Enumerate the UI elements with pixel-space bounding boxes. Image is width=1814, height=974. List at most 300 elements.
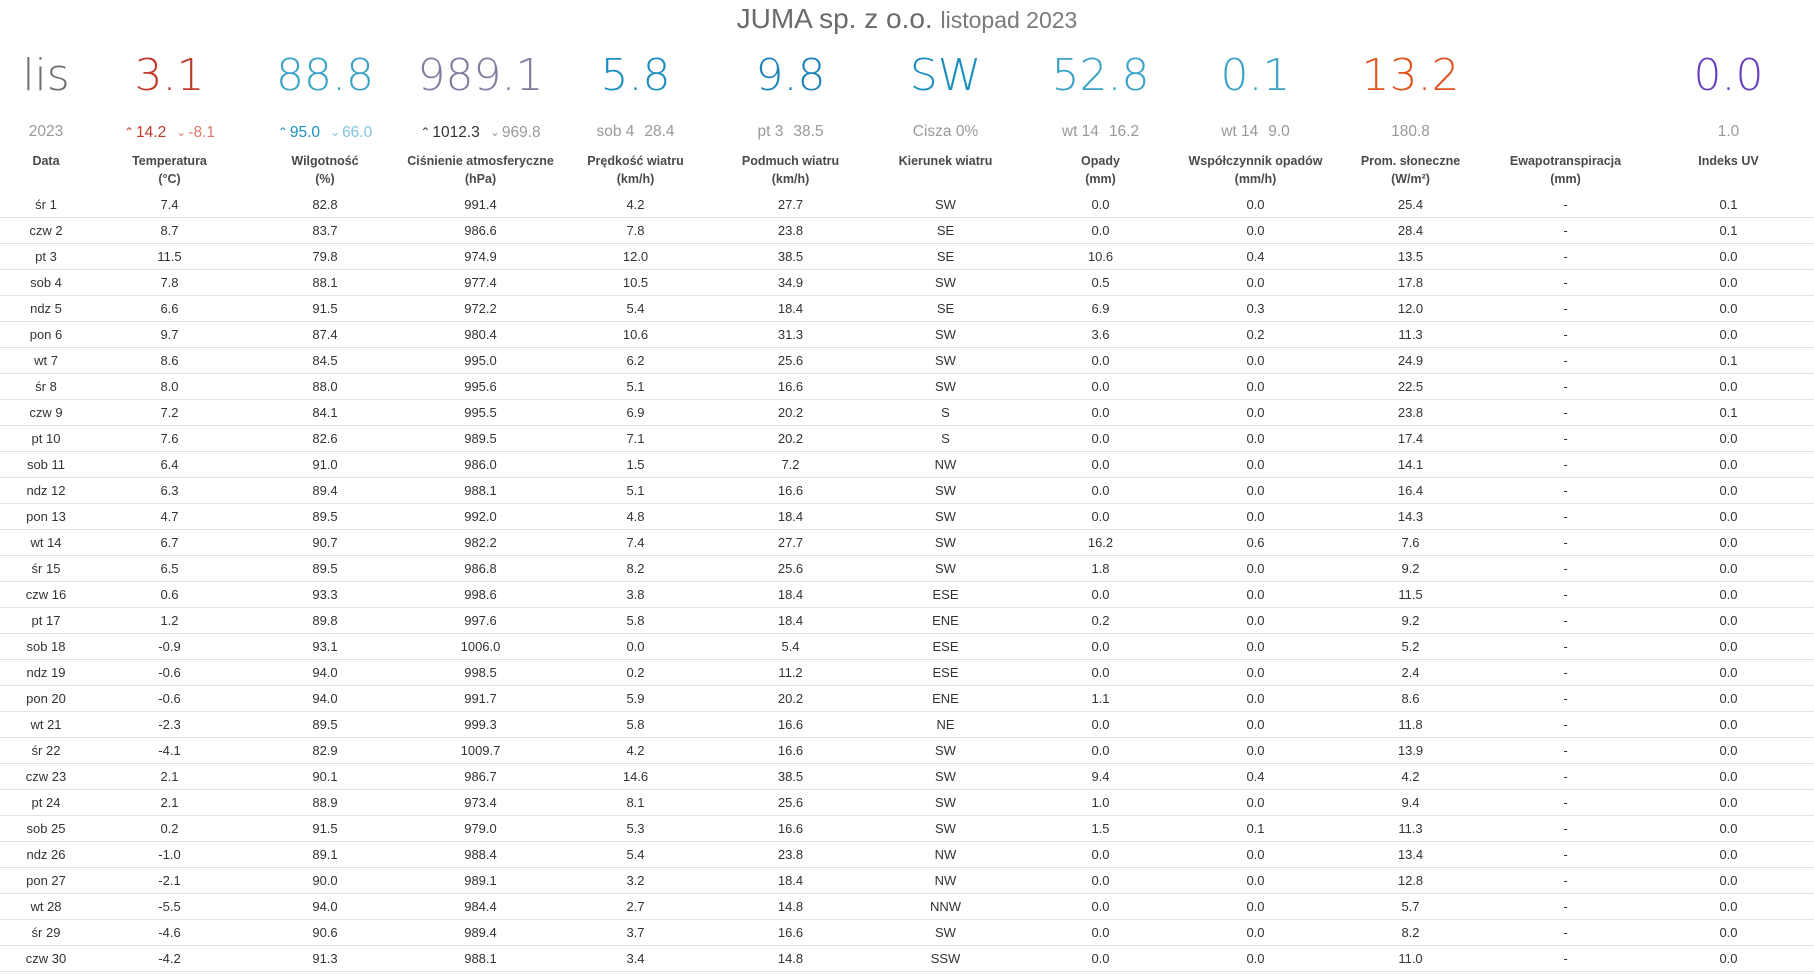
cell-uv-index: 0.1: [1643, 348, 1814, 374]
cell-wind-direction: NW: [868, 452, 1023, 478]
wind-speed-max: 28.4: [644, 123, 675, 140]
cell-wind-direction: SW: [868, 504, 1023, 530]
cell-rain: 0.0: [1023, 582, 1178, 608]
cell-wind-gust: 18.4: [713, 582, 868, 608]
summary-month: [0, 52, 92, 142]
cell-evapotranspiration: -: [1488, 582, 1643, 608]
cell-temperature: 4.7: [92, 504, 247, 530]
cell-solar-radiation: 7.6: [1333, 530, 1488, 556]
cell-pressure: 999.3: [403, 712, 558, 738]
cell-wind-gust: 23.8: [713, 842, 868, 868]
table-row: [0, 530, 1814, 556]
cell-date: czw 2: [0, 218, 92, 244]
cell-wind-direction: NW: [868, 842, 1023, 868]
cell-rain: 0.0: [1023, 920, 1178, 946]
cell-temperature: 9.7: [92, 322, 247, 348]
column-header-label: Indeks UV: [1698, 154, 1759, 168]
cell-date: wt 21: [0, 712, 92, 738]
cell-rain: 0.0: [1023, 634, 1178, 660]
cell-wind-direction: SW: [868, 478, 1023, 504]
cell-rain-rate: 0.0: [1178, 426, 1333, 452]
cell-rain-rate: 0.2: [1178, 322, 1333, 348]
cell-temperature: -0.6: [92, 660, 247, 686]
rain-rate-max-day: wt 14: [1221, 123, 1259, 140]
cell-solar-radiation: 4.2: [1333, 764, 1488, 790]
cell-pressure: 1006.0: [403, 634, 558, 660]
cell-rain: 0.0: [1023, 894, 1178, 920]
cell-temperature: -0.9: [92, 634, 247, 660]
table-row: [0, 842, 1814, 868]
cell-wind-speed: 5.4: [558, 842, 713, 868]
cell-wind-speed: 0.2: [558, 660, 713, 686]
cell-wind-gust: 11.2: [713, 660, 868, 686]
cell-evapotranspiration: -: [1488, 400, 1643, 426]
cell-evapotranspiration: -: [1488, 296, 1643, 322]
column-header-label: Wilgotność: [291, 154, 359, 168]
table-row: [0, 270, 1814, 296]
rain-max-day: wt 14: [1061, 123, 1099, 140]
summary-wind-direction-value: SW: [909, 50, 982, 101]
column-header-unit: (mm): [1085, 172, 1116, 186]
table-row: [0, 348, 1814, 374]
cell-wind-speed: 4.8: [558, 504, 713, 530]
cell-wind-direction: ENE: [868, 686, 1023, 712]
cell-rain-rate: 0.0: [1178, 790, 1333, 816]
column-header-wind-speed: [558, 150, 713, 192]
cell-rain: 0.0: [1023, 218, 1178, 244]
cell-pressure: 989.1: [403, 868, 558, 894]
cell-uv-index: 0.1: [1643, 192, 1814, 218]
wind-speed-max-day: sob 4: [596, 123, 635, 140]
table-row: [0, 374, 1814, 400]
cell-pressure: 992.0: [403, 504, 558, 530]
summary-rain-rate: [1178, 52, 1333, 142]
cell-pressure: 972.2: [403, 296, 558, 322]
column-header-uv-index: [1643, 150, 1814, 192]
table-body: [0, 192, 1814, 972]
cell-humidity: 93.3: [247, 582, 403, 608]
table-row: [0, 894, 1814, 920]
table-row: [0, 686, 1814, 712]
cell-solar-radiation: 2.4: [1333, 660, 1488, 686]
cell-uv-index: 0.0: [1643, 712, 1814, 738]
column-header-label: Podmuch wiatru: [741, 154, 840, 168]
cell-wind-speed: 5.4: [558, 296, 713, 322]
cell-wind-speed: 0.0: [558, 634, 713, 660]
cell-date: ndz 5: [0, 296, 92, 322]
cell-humidity: 90.6: [247, 920, 403, 946]
cell-rain: 0.0: [1023, 452, 1178, 478]
cell-date: śr 29: [0, 920, 92, 946]
pressure-max: 1012.3: [432, 124, 480, 141]
cell-humidity: 79.8: [247, 244, 403, 270]
cell-wind-direction: SW: [868, 556, 1023, 582]
cell-rain-rate: 0.4: [1178, 244, 1333, 270]
cell-temperature: -5.5: [92, 894, 247, 920]
cell-temperature: 6.3: [92, 478, 247, 504]
cell-evapotranspiration: -: [1488, 764, 1643, 790]
cell-wind-direction: SW: [868, 530, 1023, 556]
cell-wind-gust: 20.2: [713, 686, 868, 712]
cell-rain-rate: 0.0: [1178, 400, 1333, 426]
column-header-unit: (km/h): [771, 172, 810, 186]
cell-date: sob 25: [0, 816, 92, 842]
cell-date: pon 20: [0, 686, 92, 712]
cell-evapotranspiration: -: [1488, 712, 1643, 738]
cell-uv-index: 0.0: [1643, 894, 1814, 920]
cell-evapotranspiration: -: [1488, 738, 1643, 764]
cell-solar-radiation: 5.2: [1333, 634, 1488, 660]
cell-solar-radiation: 13.5: [1333, 244, 1488, 270]
cell-humidity: 82.6: [247, 426, 403, 452]
table-row: [0, 556, 1814, 582]
table-row: [0, 244, 1814, 270]
cell-humidity: 88.9: [247, 790, 403, 816]
cell-solar-radiation: 13.9: [1333, 738, 1488, 764]
cell-rain-rate: 0.3: [1178, 296, 1333, 322]
cell-uv-index: 0.0: [1643, 244, 1814, 270]
cell-wind-speed: 4.2: [558, 738, 713, 764]
summary-temperature: [92, 52, 247, 142]
cell-solar-radiation: 17.4: [1333, 426, 1488, 452]
cell-evapotranspiration: -: [1488, 426, 1643, 452]
chevron-down-icon: ⌄: [489, 125, 500, 139]
cell-rain: 0.0: [1023, 868, 1178, 894]
table-row: [0, 816, 1814, 842]
cell-date: pt 3: [0, 244, 92, 270]
cell-uv-index: 0.0: [1643, 868, 1814, 894]
cell-pressure: 982.2: [403, 530, 558, 556]
cell-evapotranspiration: -: [1488, 946, 1643, 972]
period-label: listopad 2023: [940, 7, 1078, 33]
cell-humidity: 89.8: [247, 608, 403, 634]
column-header-label: Temperatura: [132, 154, 207, 168]
cell-evapotranspiration: -: [1488, 478, 1643, 504]
cell-pressure: 989.4: [403, 920, 558, 946]
cell-humidity: 82.9: [247, 738, 403, 764]
cell-temperature: -0.6: [92, 686, 247, 712]
table-header-row: [0, 150, 1814, 192]
table-row: [0, 452, 1814, 478]
column-header-unit: (mm/h): [1234, 172, 1277, 186]
cell-rain: 0.0: [1023, 478, 1178, 504]
cell-uv-index: 0.0: [1643, 322, 1814, 348]
cell-wind-direction: SW: [868, 374, 1023, 400]
solar-total: 180.8: [1391, 123, 1430, 140]
cell-solar-radiation: 14.1: [1333, 452, 1488, 478]
cell-rain-rate: 0.0: [1178, 374, 1333, 400]
cell-wind-direction: NW: [868, 868, 1023, 894]
cell-humidity: 84.5: [247, 348, 403, 374]
column-header-unit: (°C): [158, 172, 181, 186]
summary-pressure-value: 989.1: [417, 50, 544, 101]
cell-evapotranspiration: -: [1488, 556, 1643, 582]
cell-temperature: 7.8: [92, 270, 247, 296]
cell-pressure: 979.0: [403, 816, 558, 842]
cell-uv-index: 0.0: [1643, 530, 1814, 556]
summary-rain: [1023, 52, 1178, 142]
table-row: [0, 426, 1814, 452]
cell-rain: 0.0: [1023, 400, 1178, 426]
cell-wind-direction: SW: [868, 322, 1023, 348]
cell-date: czw 30: [0, 946, 92, 972]
cell-rain-rate: 0.0: [1178, 712, 1333, 738]
cell-wind-speed: 4.2: [558, 192, 713, 218]
cell-evapotranspiration: -: [1488, 634, 1643, 660]
rain-max: 16.2: [1108, 123, 1140, 140]
column-header-evapotranspiration: [1488, 150, 1643, 192]
cell-wind-gust: 20.2: [713, 426, 868, 452]
cell-wind-speed: 5.3: [558, 816, 713, 842]
cell-date: czw 9: [0, 400, 92, 426]
cell-rain-rate: 0.0: [1178, 608, 1333, 634]
cell-evapotranspiration: -: [1488, 868, 1643, 894]
cell-evapotranspiration: -: [1488, 452, 1643, 478]
cell-solar-radiation: 12.0: [1333, 296, 1488, 322]
cell-wind-speed: 6.9: [558, 400, 713, 426]
cell-temperature: -2.1: [92, 868, 247, 894]
cell-date: pon 6: [0, 322, 92, 348]
cell-evapotranspiration: -: [1488, 790, 1643, 816]
table-row: [0, 790, 1814, 816]
cell-rain: 1.0: [1023, 790, 1178, 816]
cell-wind-speed: 7.8: [558, 218, 713, 244]
cell-wind-gust: 25.6: [713, 348, 868, 374]
cell-date: pon 27: [0, 868, 92, 894]
column-header-label: Współczynnik opadów: [1188, 154, 1323, 168]
cell-wind-gust: 16.6: [713, 738, 868, 764]
cell-evapotranspiration: -: [1488, 894, 1643, 920]
cell-wind-gust: 20.2: [713, 400, 868, 426]
chevron-down-icon: ⌄: [176, 125, 187, 139]
cell-wind-gust: 16.6: [713, 816, 868, 842]
cell-wind-direction: SW: [868, 738, 1023, 764]
cell-solar-radiation: 8.2: [1333, 920, 1488, 946]
cell-rain-rate: 0.0: [1178, 868, 1333, 894]
cell-wind-direction: ESE: [868, 582, 1023, 608]
column-header-label: Ewapotranspiracja: [1509, 154, 1622, 168]
cell-temperature: 6.4: [92, 452, 247, 478]
cell-uv-index: 0.1: [1643, 400, 1814, 426]
cell-wind-gust: 18.4: [713, 868, 868, 894]
page-title: [0, 0, 1814, 38]
cell-wind-gust: 27.7: [713, 192, 868, 218]
cell-solar-radiation: 11.0: [1333, 946, 1488, 972]
cell-wind-direction: S: [868, 426, 1023, 452]
cell-date: ndz 26: [0, 842, 92, 868]
cell-temperature: 7.2: [92, 400, 247, 426]
cell-humidity: 90.1: [247, 764, 403, 790]
cell-wind-direction: SW: [868, 192, 1023, 218]
cell-date: sob 11: [0, 452, 92, 478]
cell-rain-rate: 0.0: [1178, 556, 1333, 582]
cell-humidity: 84.1: [247, 400, 403, 426]
cell-date: sob 4: [0, 270, 92, 296]
cell-solar-radiation: 22.5: [1333, 374, 1488, 400]
column-header-pressure: [403, 150, 558, 192]
cell-rain-rate: 0.0: [1178, 270, 1333, 296]
cell-rain: 6.9: [1023, 296, 1178, 322]
cell-solar-radiation: 11.3: [1333, 322, 1488, 348]
table-row: [0, 920, 1814, 946]
column-header-unit: (%): [315, 172, 335, 186]
cell-date: śr 1: [0, 192, 92, 218]
summary-wind-speed: [558, 52, 713, 142]
cell-evapotranspiration: -: [1488, 660, 1643, 686]
column-header-wind-gust: [713, 150, 868, 192]
cell-wind-gust: 34.9: [713, 270, 868, 296]
cell-date: śr 15: [0, 556, 92, 582]
cell-temperature: 6.5: [92, 556, 247, 582]
summary-pressure: [403, 52, 558, 142]
cell-temperature: -4.2: [92, 946, 247, 972]
cell-rain-rate: 0.0: [1178, 946, 1333, 972]
cell-uv-index: 0.0: [1643, 738, 1814, 764]
summary-solar: [1333, 52, 1488, 142]
cell-solar-radiation: 11.5: [1333, 582, 1488, 608]
cell-date: czw 23: [0, 764, 92, 790]
cell-rain-rate: 0.0: [1178, 686, 1333, 712]
cell-rain: 0.0: [1023, 348, 1178, 374]
cell-wind-gust: 18.4: [713, 504, 868, 530]
cell-wind-gust: 16.6: [713, 920, 868, 946]
cell-uv-index: 0.0: [1643, 790, 1814, 816]
cell-pressure: 1009.7: [403, 738, 558, 764]
cell-uv-index: 0.0: [1643, 660, 1814, 686]
cell-humidity: 89.5: [247, 556, 403, 582]
cell-wind-direction: SW: [868, 920, 1023, 946]
cell-uv-index: 0.0: [1643, 946, 1814, 972]
table-row: [0, 712, 1814, 738]
cell-wind-speed: 3.2: [558, 868, 713, 894]
cell-wind-gust: 18.4: [713, 608, 868, 634]
cell-uv-index: 0.1: [1643, 218, 1814, 244]
cell-wind-direction: NNW: [868, 894, 1023, 920]
cell-humidity: 89.4: [247, 478, 403, 504]
humidity-max: 95.0: [289, 124, 320, 141]
cell-rain: 9.4: [1023, 764, 1178, 790]
cell-temperature: -1.0: [92, 842, 247, 868]
cell-pressure: 988.4: [403, 842, 558, 868]
table-row: [0, 504, 1814, 530]
cell-uv-index: 0.0: [1643, 452, 1814, 478]
cell-solar-radiation: 11.8: [1333, 712, 1488, 738]
cell-wind-speed: 7.1: [558, 426, 713, 452]
cell-rain: 1.5: [1023, 816, 1178, 842]
cell-rain: 0.0: [1023, 192, 1178, 218]
cell-date: ndz 19: [0, 660, 92, 686]
cell-wind-gust: 14.8: [713, 894, 868, 920]
column-header-solar-radiation: [1333, 150, 1488, 192]
chevron-down-icon: ⌄: [330, 125, 341, 139]
cell-wind-direction: SW: [868, 764, 1023, 790]
cell-evapotranspiration: -: [1488, 192, 1643, 218]
cell-humidity: 91.3: [247, 946, 403, 972]
cell-rain-rate: 0.0: [1178, 582, 1333, 608]
cell-rain: 0.0: [1023, 842, 1178, 868]
cell-humidity: 94.0: [247, 894, 403, 920]
cell-evapotranspiration: -: [1488, 244, 1643, 270]
table-row: [0, 322, 1814, 348]
cell-wind-speed: 5.1: [558, 478, 713, 504]
cell-wind-speed: 3.7: [558, 920, 713, 946]
cell-wind-gust: 7.2: [713, 452, 868, 478]
cell-date: wt 14: [0, 530, 92, 556]
table-row: [0, 608, 1814, 634]
cell-pressure: 984.4: [403, 894, 558, 920]
cell-rain: 0.2: [1023, 608, 1178, 634]
cell-rain: 0.0: [1023, 374, 1178, 400]
cell-wind-direction: ESE: [868, 634, 1023, 660]
chevron-up-icon: ⌃: [277, 125, 288, 139]
cell-wind-speed: 2.7: [558, 894, 713, 920]
cell-wind-direction: SW: [868, 348, 1023, 374]
column-header-rain: [1023, 150, 1178, 192]
cell-rain-rate: 0.4: [1178, 764, 1333, 790]
cell-wind-gust: 18.4: [713, 296, 868, 322]
cell-uv-index: 0.0: [1643, 478, 1814, 504]
cell-solar-radiation: 28.4: [1333, 218, 1488, 244]
cell-wind-gust: 23.8: [713, 218, 868, 244]
cell-rain: 0.0: [1023, 946, 1178, 972]
cell-date: pon 13: [0, 504, 92, 530]
cell-uv-index: 0.0: [1643, 582, 1814, 608]
cell-rain: 0.0: [1023, 712, 1178, 738]
cell-date: pt 10: [0, 426, 92, 452]
cell-rain: 0.0: [1023, 738, 1178, 764]
cell-solar-radiation: 9.4: [1333, 790, 1488, 816]
table-row: [0, 660, 1814, 686]
cell-evapotranspiration: -: [1488, 842, 1643, 868]
table-row: [0, 296, 1814, 322]
cell-evapotranspiration: -: [1488, 218, 1643, 244]
summary-wind-speed-value: 5.8: [600, 50, 671, 101]
cell-humidity: 91.5: [247, 816, 403, 842]
chevron-up-icon: ⌃: [123, 125, 135, 139]
cell-wind-speed: 5.8: [558, 608, 713, 634]
cell-rain-rate: 0.0: [1178, 452, 1333, 478]
cell-evapotranspiration: -: [1488, 270, 1643, 296]
cell-uv-index: 0.0: [1643, 270, 1814, 296]
cell-temperature: 0.2: [92, 816, 247, 842]
column-header-temperature: [92, 150, 247, 192]
cell-pressure: 995.5: [403, 400, 558, 426]
cell-wind-speed: 1.5: [558, 452, 713, 478]
cell-rain: 1.1: [1023, 686, 1178, 712]
cell-evapotranspiration: -: [1488, 322, 1643, 348]
cell-pressure: 988.1: [403, 478, 558, 504]
cell-wind-speed: 5.8: [558, 712, 713, 738]
cell-date: pt 17: [0, 608, 92, 634]
humidity-min: 66.0: [342, 124, 373, 141]
cell-solar-radiation: 12.8: [1333, 868, 1488, 894]
table-row: [0, 946, 1814, 972]
cell-temperature: -2.3: [92, 712, 247, 738]
cell-wind-direction: S: [868, 400, 1023, 426]
table-row: [0, 868, 1814, 894]
cell-rain: 0.5: [1023, 270, 1178, 296]
cell-pressure: 995.6: [403, 374, 558, 400]
cell-wind-direction: SE: [868, 244, 1023, 270]
cell-evapotranspiration: -: [1488, 686, 1643, 712]
cell-rain-rate: 0.0: [1178, 660, 1333, 686]
cell-rain-rate: 0.0: [1178, 218, 1333, 244]
cell-temperature: 11.5: [92, 244, 247, 270]
cell-temperature: 8.6: [92, 348, 247, 374]
cell-temperature: 7.4: [92, 192, 247, 218]
column-header-humidity: [247, 150, 403, 192]
cell-wind-speed: 3.8: [558, 582, 713, 608]
